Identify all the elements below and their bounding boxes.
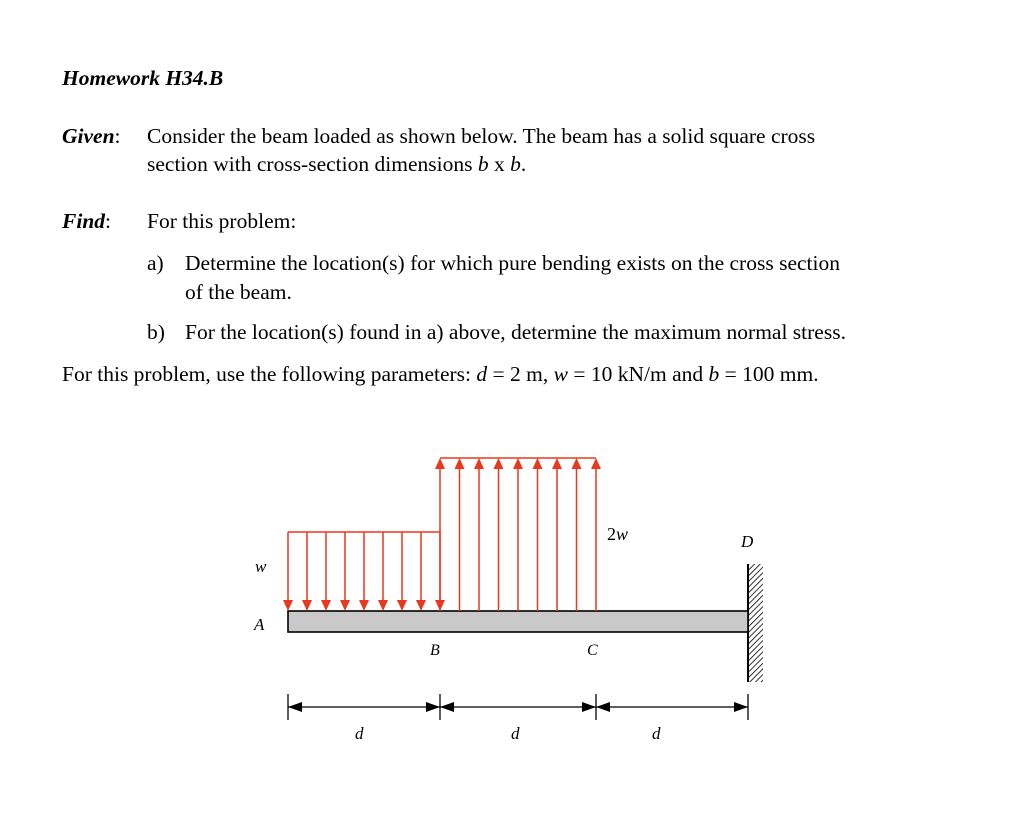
find-b-marker: b) — [147, 320, 165, 344]
load-2w-arrowhead — [552, 458, 562, 469]
given-x: x — [488, 152, 511, 176]
load-2w-arrowhead — [572, 458, 582, 469]
load-label-2w-var: w — [616, 524, 629, 544]
load-w-arrowhead — [340, 600, 350, 611]
load-2w-arrowhead — [513, 458, 523, 469]
given-label-text: Given — [62, 124, 115, 148]
dim-label-1: d — [355, 724, 364, 743]
load-w-arrowhead — [283, 600, 293, 611]
param-var-d: d — [476, 362, 488, 386]
load-2w-arrowhead — [474, 458, 484, 469]
load-label-2w — [607, 524, 628, 544]
load-w-arrowhead — [397, 600, 407, 611]
load-w-arrowhead — [416, 600, 426, 611]
load-w-arrowhead — [378, 600, 388, 611]
dim-arrow-bc-left — [440, 702, 454, 712]
find-b-line-1: For the location(s) found in a) above, determine the maximum normal stress. — [185, 320, 846, 344]
dimension-lines — [288, 694, 748, 720]
point-label-d: D — [741, 532, 754, 551]
load-2w-arrowhead — [533, 458, 543, 469]
given-var-b1: b — [477, 152, 489, 176]
param-d-value: = 2 m, — [487, 362, 554, 386]
given-line-1: Consider the beam loaded as shown below. The beam has a solid square cross — [147, 124, 816, 148]
given-line-2-prefix: section with cross-section dimensions — [147, 152, 478, 176]
param-b-value: = 100 mm. — [719, 362, 819, 386]
given-period: . — [520, 152, 527, 176]
dim-label-2: d — [511, 724, 520, 743]
distributed-load-w — [283, 532, 445, 611]
load-w-arrowhead — [321, 600, 331, 611]
find-a-line-1: Determine the location(s) for which pure bending exists on the cross section — [185, 251, 840, 275]
param-var-w: w — [553, 362, 568, 386]
find-intro: For this problem: — [147, 209, 297, 233]
point-label-c: C — [587, 642, 598, 659]
find-label-colon: : — [105, 209, 112, 233]
params-prefix: For this problem, use the following parameters: — [62, 362, 477, 386]
load-w-arrowhead — [302, 600, 312, 611]
param-w-value: = 10 kN/m and — [567, 362, 709, 386]
dim-arrow-cd-right — [734, 702, 748, 712]
dim-label-3: d — [652, 724, 661, 743]
find-a-marker: a) — [147, 251, 164, 275]
distributed-load-2w — [435, 458, 601, 611]
wall-support-d — [748, 564, 763, 682]
load-2w-arrowhead — [435, 458, 445, 469]
homework-title: Homework H34.B — [62, 66, 224, 90]
dim-arrow-ab-right — [426, 702, 440, 712]
dim-arrow-bc-right — [582, 702, 596, 712]
load-2w-arrowhead — [455, 458, 465, 469]
dim-arrow-cd-left — [596, 702, 610, 712]
given-label-colon: : — [114, 124, 121, 148]
dim-arrow-ab-left — [288, 702, 302, 712]
load-label-2w-num: 2 — [607, 524, 616, 544]
point-label-b: B — [430, 642, 440, 659]
load-w-arrowhead — [359, 600, 369, 611]
point-label-a: A — [254, 615, 265, 634]
param-var-b: b — [708, 362, 720, 386]
load-label-w: w — [255, 557, 267, 576]
load-2w-arrowhead — [494, 458, 504, 469]
find-a-line-2: of the beam. — [185, 280, 292, 304]
given-var-b2: b — [510, 152, 521, 176]
find-label-text: Find — [62, 209, 106, 233]
load-2w-arrowhead — [591, 458, 601, 469]
beam — [288, 611, 748, 632]
